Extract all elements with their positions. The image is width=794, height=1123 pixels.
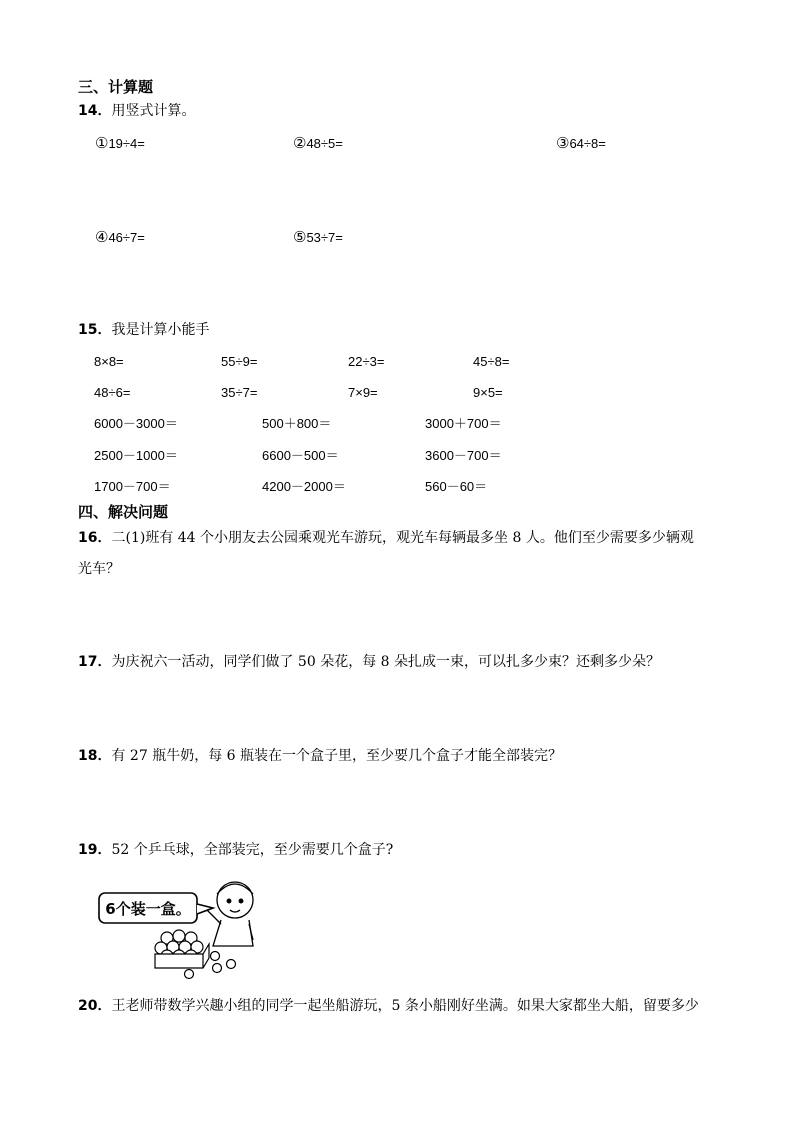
q14-item-4 [95,228,145,247]
circled-number: ② [293,134,307,152]
q14-item-3 [556,134,606,153]
question-text: 用竖式计算。 [111,103,196,119]
q14-item-1 [95,134,145,153]
calc-expression: 3600－700＝ [425,448,502,463]
calc-expression: 2500－1000＝ [94,448,178,463]
question-text: 为庆祝六一活动，同学们做了 50 朵花，每 8 朵扎成一束，可以扎多少束？还剩多少朵？ [111,654,661,670]
question-19 [78,842,393,859]
calc-expression: 45÷8= [473,354,510,369]
section-title-problems: 四、解决问题 [78,503,169,521]
circled-number: ③ [556,134,570,152]
boy-figure [207,882,253,946]
calc-expression: 6600－500＝ [262,448,339,463]
calc-expression: 1700－700＝ [94,479,171,494]
question-16-line2: 光车？ [78,561,120,577]
question-number: 18． [78,748,112,764]
calc-expression: 7×9= [348,385,378,400]
question-17 [78,654,660,671]
question-15 [78,322,209,339]
question-14 [78,103,195,120]
division-expression: 46÷7= [108,230,145,245]
question-16 [78,530,694,547]
calc-expression: 500＋800＝ [262,416,332,431]
question-number: 15． [78,322,112,338]
speech-bubble-tail [197,904,213,914]
calc-expression: 22÷3= [348,354,385,369]
calc-expression: 4200－2000＝ [262,479,346,494]
calc-expression: 560－60＝ [425,479,488,494]
calc-expression: 48÷6= [94,385,131,400]
question-18 [78,748,562,765]
division-expression: 19÷4= [108,136,145,151]
ping-pong-illustration [95,868,255,980]
question-number: 17． [78,654,112,670]
question-text: 我是计算小能手 [111,322,210,338]
q14-item-2 [293,134,343,153]
q14-item-5 [293,228,343,247]
question-20 [78,998,699,1015]
calc-expression: 8×8= [94,354,124,369]
question-text: 有 27 瓶牛奶，每 6 瓶装在一个盒子里，至少要几个盒子才能全部装完？ [111,748,563,764]
division-expression: 64÷8= [569,136,606,151]
question-text: 王老师带数学兴趣小组的同学一起坐船游玩，5 条小船刚好坐满。如果大家都坐大船，留要多少 [111,998,699,1014]
calc-expression: 3000＋700＝ [425,416,502,431]
circled-number: ④ [95,228,109,246]
calc-expression: 9×5= [473,385,503,400]
circled-number: ⑤ [293,228,307,246]
question-number: 20． [78,998,112,1014]
calc-expression: 6000－3000＝ [94,416,178,431]
question-number: 16． [78,530,112,546]
circled-number: ① [95,134,109,152]
calc-expression: 35÷7= [221,385,258,400]
question-number: 19． [78,842,112,858]
bubble-text: 6个装一盒。 [105,900,191,918]
division-expression: 53÷7= [306,230,343,245]
calc-expression: 55÷9= [221,354,258,369]
section-title-calculation: 三、计算题 [78,78,154,96]
question-number: 14． [78,103,112,119]
division-expression: 48÷5= [306,136,343,151]
question-text-line1: 二(1)班有 44 个小朋友去公园乘观光车游玩，观光车每辆最多坐 8 人。他们至少需要多少辆观 [111,530,694,546]
question-text: 52 个乒乓球，全部装完，至少需要几个盒子? [111,842,394,858]
